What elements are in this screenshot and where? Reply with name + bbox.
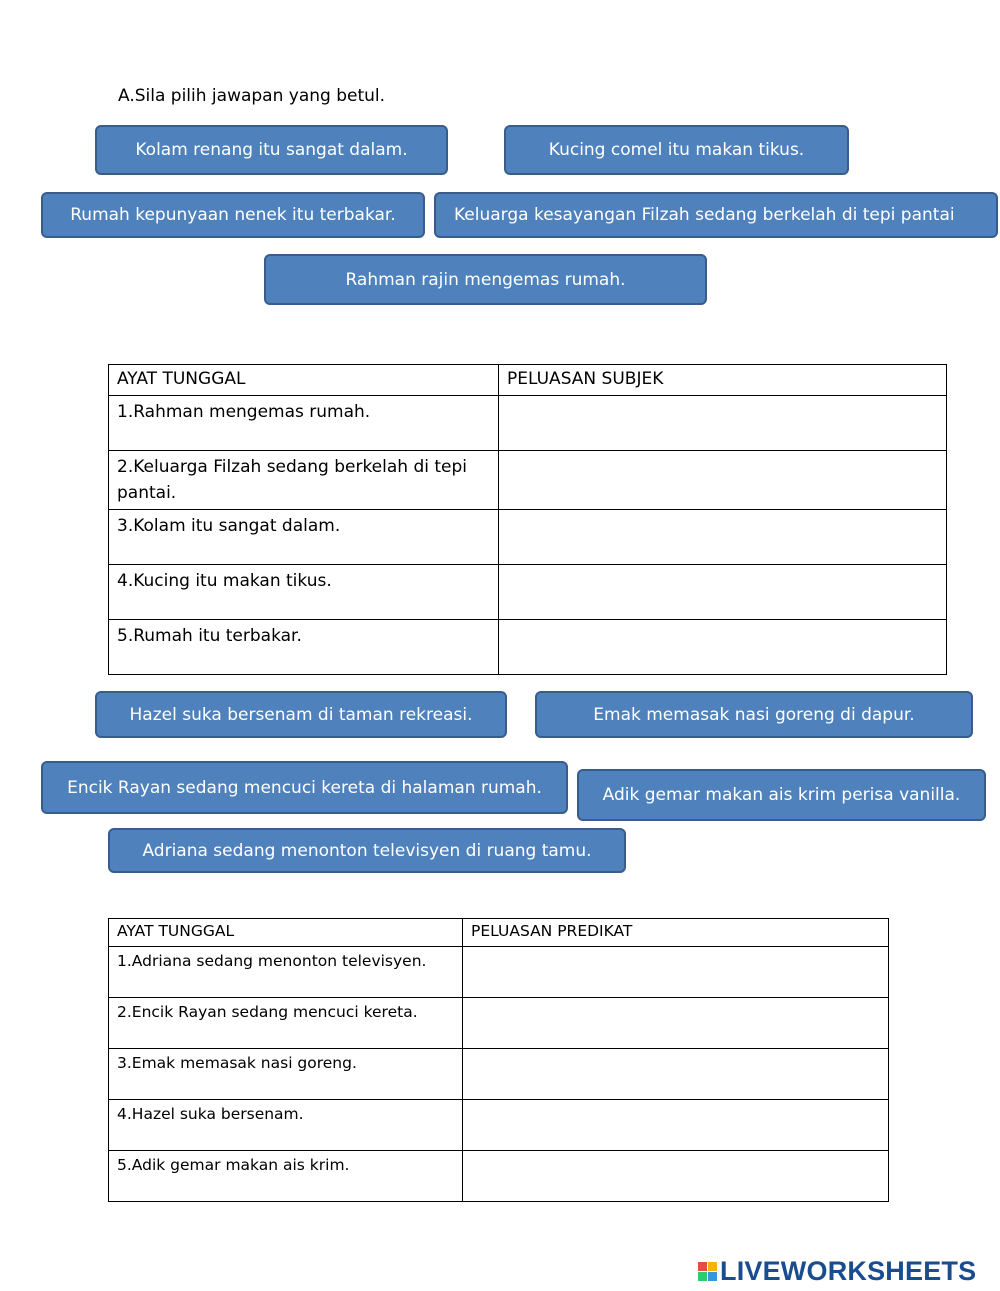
sentence-cell: 5.Rumah itu terbakar.	[109, 620, 499, 675]
answer-drop-zone[interactable]	[499, 510, 947, 565]
logo-block	[698, 1262, 707, 1271]
answer-chip[interactable]: Rumah kepunyaan nenek itu terbakar.	[41, 192, 425, 238]
column-header: AYAT TUNGGAL	[109, 919, 463, 947]
answer-chip[interactable]: Keluarga kesayangan Filzah sedang berkelah di tepi pantai	[434, 192, 998, 238]
sentence-cell: 1.Rahman mengemas rumah.	[109, 396, 499, 451]
answer-chip[interactable]: Kolam renang itu sangat dalam.	[95, 125, 448, 175]
answer-chip[interactable]: Adriana sedang menonton televisyen di ruang tamu.	[108, 828, 626, 873]
answer-drop-zone[interactable]	[463, 947, 889, 998]
logo-block	[698, 1272, 707, 1281]
answer-chip[interactable]: Kucing comel itu makan tikus.	[504, 125, 849, 175]
table-header-row	[109, 919, 889, 947]
logo-block	[708, 1262, 717, 1271]
table-row	[109, 1151, 889, 1202]
answer-drop-zone[interactable]	[499, 565, 947, 620]
answer-drop-zone[interactable]	[463, 998, 889, 1049]
answer-drop-zone[interactable]	[463, 1049, 889, 1100]
sentence-cell: 2.Encik Rayan sedang mencuci kereta.	[109, 998, 463, 1049]
answer-drop-zone[interactable]	[499, 396, 947, 451]
column-header: AYAT TUNGGAL	[109, 365, 499, 396]
predicate-extension-table	[108, 918, 889, 1202]
column-header: PELUASAN SUBJEK	[499, 365, 947, 396]
table-row	[109, 565, 947, 620]
table-row	[109, 510, 947, 565]
answer-chip[interactable]: Hazel suka bersenam di taman rekreasi.	[95, 691, 507, 738]
answer-drop-zone[interactable]	[499, 451, 947, 510]
liveworksheets-logo	[698, 1256, 976, 1287]
sentence-cell: 3.Kolam itu sangat dalam.	[109, 510, 499, 565]
answer-chip[interactable]: Encik Rayan sedang mencuci kereta di halaman rumah.	[41, 761, 568, 814]
answer-drop-zone[interactable]	[499, 620, 947, 675]
sentence-cell: 2.Keluarga Filzah sedang berkelah di tepi pantai.	[109, 451, 499, 510]
logo-block	[708, 1272, 717, 1281]
answer-chip[interactable]: Rahman rajin mengemas rumah.	[264, 254, 707, 305]
answer-drop-zone[interactable]	[463, 1151, 889, 1202]
column-header: PELUASAN PREDIKAT	[463, 919, 889, 947]
table-row	[109, 998, 889, 1049]
instruction-text: A.Sila pilih jawapan yang betul.	[118, 86, 386, 106]
table-row	[109, 1100, 889, 1151]
sentence-cell: 4.Kucing itu makan tikus.	[109, 565, 499, 620]
table-header-row	[109, 365, 947, 396]
table-row	[109, 1049, 889, 1100]
answer-chip[interactable]: Adik gemar makan ais krim perisa vanilla.	[577, 769, 986, 821]
table-row	[109, 396, 947, 451]
sentence-cell: 4.Hazel suka bersenam.	[109, 1100, 463, 1151]
table-row	[109, 620, 947, 675]
answer-chip[interactable]: Emak memasak nasi goreng di dapur.	[535, 691, 973, 738]
table-row	[109, 947, 889, 998]
subject-extension-table	[108, 364, 947, 675]
table-row	[109, 451, 947, 510]
logo-icon	[698, 1262, 717, 1281]
answer-drop-zone[interactable]	[463, 1100, 889, 1151]
sentence-cell: 1.Adriana sedang menonton televisyen.	[109, 947, 463, 998]
logo-text: LIVEWORKSHEETS	[720, 1256, 977, 1286]
sentence-cell: 3.Emak memasak nasi goreng.	[109, 1049, 463, 1100]
sentence-cell: 5.Adik gemar makan ais krim.	[109, 1151, 463, 1202]
